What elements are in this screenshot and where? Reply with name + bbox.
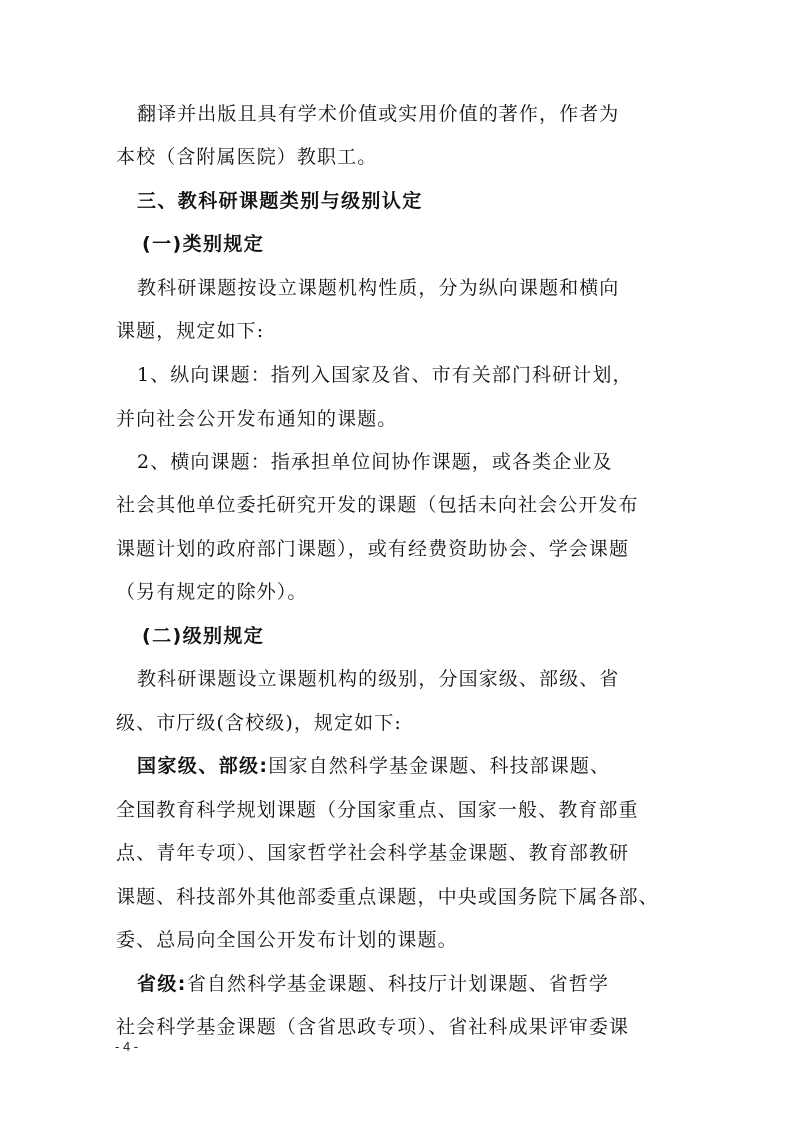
paragraph-line: [137, 970, 609, 998]
national-level-label: 国家级、部级:: [137, 755, 269, 777]
subsection-heading: (二)级别规定: [142, 625, 265, 647]
subsection-heading: (一)类别规定: [142, 233, 265, 255]
paragraph-line: （另有规定的除外）。: [116, 581, 308, 603]
paragraph-line: 2、横向课题：指承担单位间协作课题，或各类企业及: [137, 451, 613, 473]
paragraph-line: 社会科学基金课题（含省思政专项）、省社科成果评审委课: [116, 1016, 630, 1038]
paragraph-line: 并向社会公开发布通知的课题。: [116, 408, 398, 430]
paragraph-line: 1、纵向课题：指列入国家及省、市有关部门科研计划，: [137, 364, 633, 386]
paragraph-line: 全国教育科学规划课题（分国家重点、国家一般、教育部重: [116, 799, 639, 821]
paragraph-line: 本校（含附属医院）教职工。: [116, 146, 378, 168]
paragraph-line: 教科研课题按设立课题机构性质，分为纵向课题和横向: [137, 277, 620, 299]
paragraph-line: 翻译并出版且具有学术价值或实用价值的著作，作者为: [137, 103, 620, 125]
paragraph-line: 教科研课题设立课题机构的级别，分国家级、部级、省: [137, 668, 620, 690]
provincial-level-text: 省自然科学基金课题、科技厅计划课题、省哲学: [186, 973, 609, 995]
paragraph-line: 课题、科技部外其他部委重点课题，中央或国务院下属各部、: [116, 886, 659, 908]
paragraph-line: 课题，规定如下:: [116, 320, 265, 342]
paragraph-line: 委、总局向全国公开发布计划的课题。: [116, 929, 458, 951]
paragraph-line: 点、青年专项）、国家哲学社会科学基金课题、教育部教研: [116, 842, 630, 864]
section-heading: 三、教科研课题类别与级别认定: [137, 190, 423, 212]
provincial-level-label: 省级:: [137, 973, 187, 995]
paragraph-line: 课题计划的政府部门课题），或有经费资助协会、学会课题: [116, 538, 630, 560]
national-level-text: 国家自然科学基金课题、科技部课题、: [268, 755, 611, 777]
page-number: - 4 -: [115, 1039, 139, 1054]
paragraph-line: 级、市厅级(含校级)，规定如下:: [116, 712, 402, 734]
paragraph-line: [137, 752, 610, 780]
paragraph-line: 社会其他单位委托研究开发的课题（包括未向社会公开发布: [116, 494, 639, 516]
